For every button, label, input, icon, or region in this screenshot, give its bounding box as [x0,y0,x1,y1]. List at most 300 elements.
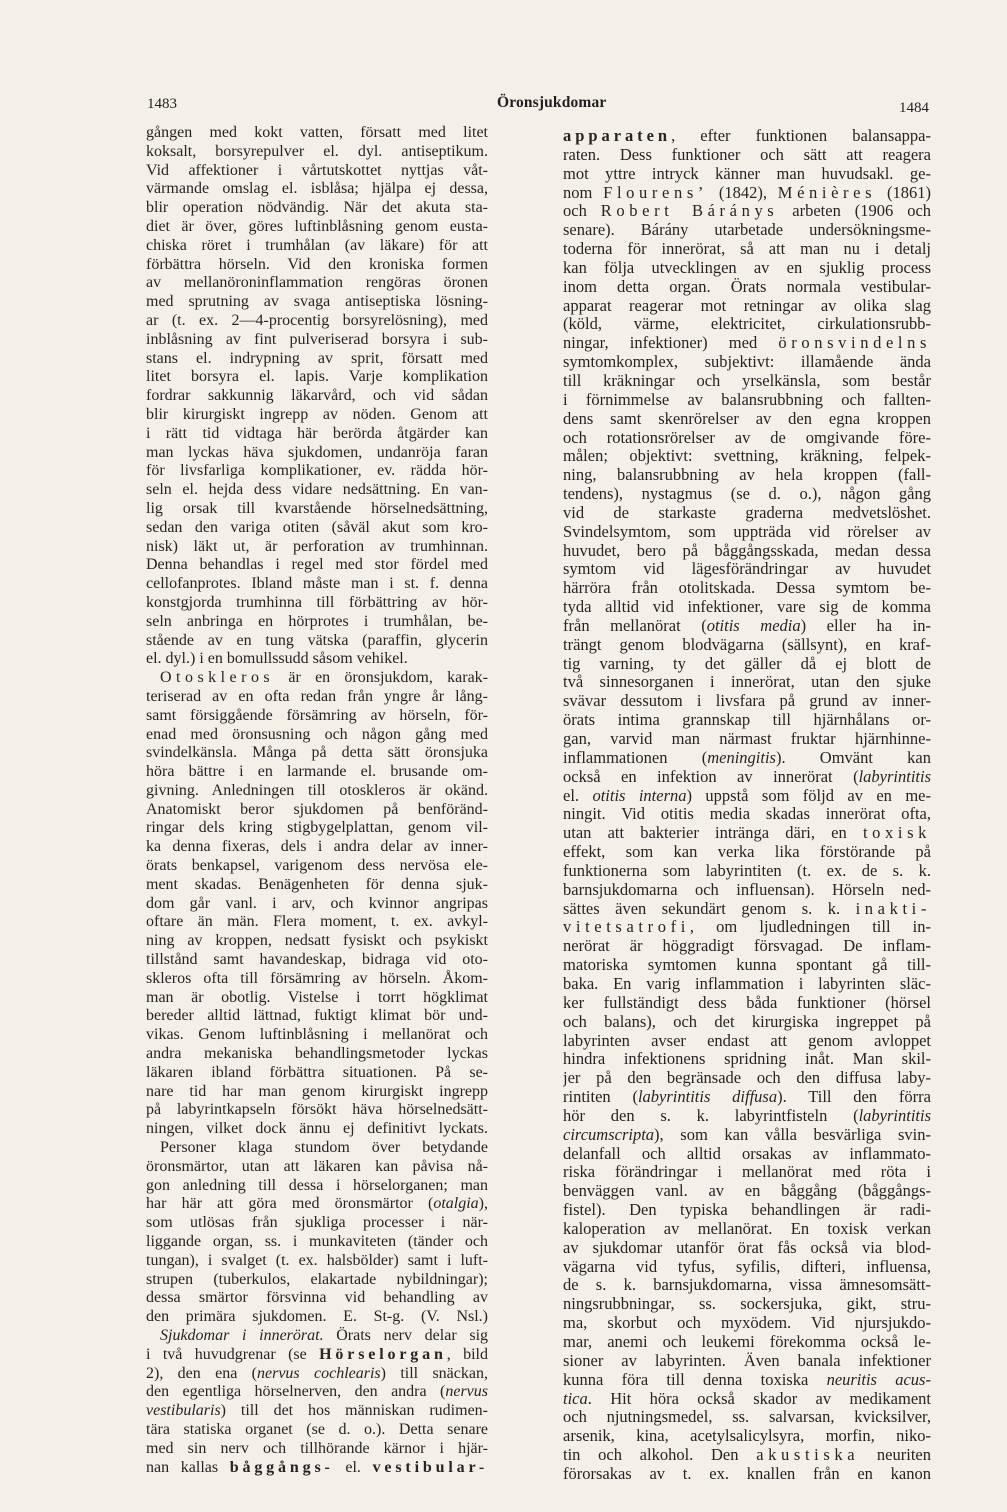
text-line [563,956,931,975]
text-run: inblåsning av fint pulveriserad borsyra i sub- [146,330,488,348]
text-line [563,1333,931,1352]
text-line [146,124,488,143]
text-line [146,594,488,613]
text-line [563,372,931,391]
text-line [563,1295,931,1314]
text-line [146,1383,488,1402]
text-run: riska förändringar i mellanörat med röta i [563,1162,931,1182]
text-run: ningsrubbningar, ss. sockersjuka, gikt, stru- [563,1294,931,1314]
text-run: öronsmärtor, utan att läkaren kan påvisa nå- [146,1157,488,1175]
text-run: , bild [446,1345,488,1363]
text-line [146,538,488,557]
text-line [563,1427,931,1446]
text-line [563,523,931,542]
text-run: mar, anemi och leukemi förekomma också le- [563,1332,931,1351]
text-line [146,1214,488,1233]
text-line [146,293,488,312]
text-line [563,1032,931,1051]
text-line [563,1163,931,1182]
text-line [146,669,488,688]
text-run: ), som kan vålla besvärliga svin- [654,1124,931,1144]
bold-spaced-term: båggångs- [229,1458,334,1476]
text-line [563,1182,931,1201]
text-run: dens samt skenrörelser av den egna kroppen [563,408,931,428]
text-line [563,1220,931,1239]
text-run: ningar, infektioner) med [563,333,779,353]
italic-term: labyrintitis diffusa [637,1087,778,1107]
text-line [563,768,931,787]
text-line [563,1258,931,1277]
text-line [563,485,931,504]
text-line [146,1064,488,1083]
text-run: ningit. Vid otitis media skadas innerörat ofta, [563,804,931,824]
italic-term: labyrintitis [858,766,931,786]
text-line [146,180,488,199]
text-line [146,143,488,162]
text-line [146,895,488,914]
text-line [563,560,931,579]
text-run: ringar dels kring stigbygelplattan, genom vil- [146,819,488,837]
text-run: den primära sjukdomen. E. St-g. (V. Nsl.) [146,1308,488,1326]
text-line [146,1101,488,1120]
text-run: kan följa utvecklingen av en sjuklig process [563,257,931,277]
text-run: tungan), i svalget (t. ex. halsbölder) samt i luft- [146,1251,488,1269]
spaced-term: Flourens’ [603,182,708,202]
text-line [563,278,931,297]
text-line [146,688,488,707]
text-line [563,429,931,448]
spaced-term: öronsvindelns [778,333,931,353]
text-line [563,1314,931,1333]
text-line [563,1069,931,1088]
text-run: ker fullständigt dess båda funktioner (hörsel [563,992,931,1012]
text-run: förbättra hörseln. Vid den kroniska formen [146,255,488,273]
text-run: rintiten ( [563,1087,638,1107]
text-run: örats benkapsel, varigenom dess nervösa ele- [146,857,488,875]
text-line [146,1120,488,1139]
text-run: senare). Bárány utarbetade undersökningsme- [563,220,931,240]
text-line [146,331,488,350]
text-run: (köld, värme, elektricitet, cirkulationsrubb- [563,314,931,334]
text-run: kaloperation av mellanörat. En toxisk verkan [563,1218,931,1238]
text-run: chiska röret i trumhålan (av läkare) för att [146,236,488,254]
text-line [563,862,931,881]
text-run: litet borsyra el. lapis. Varje komplikation [146,368,488,386]
spaced-term: toxisk [862,823,931,843]
italic-term: neuritis acus- [826,1369,931,1389]
spaced-term: vitetsatrofi [563,917,690,937]
text-run: värmande omslag el. isblåsa; hjälpa ej dessa, [146,180,488,198]
text-run: också en infektion av innerörat ( [563,766,859,786]
text-run: nare tid har man genom kirurgiskt ingrepp [146,1082,488,1100]
text-line [563,730,931,749]
text-run: ) uppstå som följd av en me- [686,785,931,805]
text-line [563,937,931,956]
text-run: blir operation nödvändig. När det akuta sta- [146,199,488,217]
text-run: liggande organ, ss. i munkaviteten (tänder och [146,1233,488,1251]
text-line [563,994,931,1013]
text-run: benväggen vanl. av en båggång (båggångs- [563,1181,931,1201]
text-run: gan, varvid man närmast fruktar hjärnhinne- [563,729,931,748]
text-line [146,162,488,181]
text-run: raten. Dess funktioner och sätt att reagera [563,144,931,164]
text-run: ment skadas. Benägenheten för denna sjuk- [146,875,488,893]
text-line [146,444,488,463]
text-run: läkaren ibland förbättra situationen. På se- [146,1063,488,1081]
text-line [146,256,488,275]
text-line [563,787,931,806]
text-line [563,749,931,768]
text-run: (1842), [708,182,778,202]
text-line [563,918,931,937]
text-run: tin och alkohol. Den [563,1445,757,1465]
bold-spaced-term: apparaten [563,127,672,145]
text-run: strupen (tuberkulos, elakartade nybildningar); [146,1270,488,1288]
text-run: är en öronsjukdom, karak- [274,669,488,687]
text-run: inom detta organ. Örats normala vestibular- [563,276,931,296]
text-run: inflammationen ( [563,747,708,767]
text-line [146,650,488,669]
text-run: effekt, som kan verka lika förstörande på [563,842,931,862]
text-line [563,184,931,203]
text-line [146,951,488,970]
text-line [563,391,931,410]
text-line [563,353,931,372]
text-run: Anatomiskt beror sjukdomen på benföränd- [146,800,488,818]
text-run: blir kirurgiskt ingrepp av nöden. Genom att [146,405,488,423]
text-line [563,1107,931,1126]
text-run: för livsfarliga komplikationer, ev. rädda hör- [146,462,488,480]
text-run: av sjukdomar utanför örat fås också via blod- [563,1237,931,1257]
text-run: hindra infektionens spridning inåt. Man skil- [563,1049,931,1069]
text-line [146,1308,488,1327]
text-run: vikas. Genom luftinblåsning i mellanörat och [146,1026,488,1044]
text-run: dom går vanl. i arv, och kvinnor angripas [146,894,488,912]
text-run: ). Till den förra [777,1087,931,1107]
text-run: med sin nerv och tillhörande kärnor i hjär- [146,1439,488,1457]
text-line [563,202,931,221]
text-run: målen; objektivt: svettning, kräkning, felpek- [563,446,931,466]
text-run: teriserad av en ofta redan från yngre år lång- [146,687,488,705]
italic-term: otalgia [433,1195,479,1213]
text-line [146,368,488,387]
text-run: sättes även sekundärt genom s. k. [563,898,856,918]
text-run: de s. k. barnsjukdomarna, vissa ämnesomsätt- [563,1275,931,1295]
text-run: fistel). Den typiska behandlingen är radi- [563,1200,931,1220]
text-line [563,1390,931,1409]
text-line [146,575,488,594]
text-line [146,1327,488,1346]
text-run: i förnimmelse av balansrubbning och fallten- [563,389,931,409]
text-line [563,1013,931,1032]
text-run: vägarna vid tyfus, syfilis, difteri, influensa, [563,1256,931,1276]
text-line [146,199,488,218]
text-line [146,989,488,1008]
text-line [146,801,488,820]
text-run: två sinnesorganen i innerörat, utan den sjuke [563,672,931,692]
text-run: man är obotlig. Vistelse i torrt högklimat [146,988,488,1006]
text-run: man lyckas häva sjukdomen, undanröja faran [146,443,488,461]
text-run: dessa smärtor försvinna vid behandling av [146,1289,488,1307]
text-run: stans el. indrypning av sprit, försatt med [146,349,488,367]
italic-term: Sjukdomar i innerörat. [160,1327,324,1344]
text-line [563,297,931,316]
text-run: el. [333,1458,373,1476]
text-run: jer på den begränsade och den diffusa laby- [563,1068,931,1088]
text-run: symtomkomplex, subjektivt: illamående ända [563,352,931,372]
text-run: symtom vid lägesförändringar av huvudet [563,559,931,579]
text-line [563,1050,931,1069]
text-run: seln el. hejda dess vidare nedsättning. En van- [146,481,488,499]
text-run: till kräkningar och yrselkänsla, som består [563,370,931,390]
text-line [146,1158,488,1177]
text-run: delanfall och alltid orsakas av inflammato- [563,1143,931,1163]
text-run: gången med kokt vatten, försatt med litet [146,124,488,141]
text-line [146,218,488,237]
text-line [146,1177,488,1196]
text-line [146,350,488,369]
text-run: bereder alltid lättnad, fuktigt klimat bör und- [146,1007,488,1025]
text-run: el. [563,785,593,805]
text-line [146,462,488,481]
italic-term: circumscripta [563,1124,655,1144]
spaced-term: inakti- [855,898,931,918]
text-run: på labyrintkapseln försökt häva hörselnedsätt- [146,1101,488,1119]
text-run: ) till det hos människan rudimen- [220,1402,488,1420]
text-run: el. dyl.) i en bomullssudd såsom vehikel. [146,650,408,668]
text-run: hör den s. k. labyrintfisteln ( [563,1105,859,1125]
text-line [146,500,488,519]
text-line [146,1083,488,1102]
text-line [146,1139,488,1158]
text-line [563,1088,931,1107]
text-run: nom [563,182,604,202]
text-run: Denna behandlas i regel med stor fördel med [146,556,488,574]
italic-term: nervus cochlearis [257,1364,381,1382]
text-line [146,481,488,500]
spaced-term: Otoskleros [160,669,275,687]
text-run: i två huvudgrenar (se [146,1345,320,1363]
text-line [563,655,931,674]
text-run: ) eller ha in- [800,615,931,635]
text-line [563,127,931,146]
text-run: av mellanöroninflammation rengöras öronen [146,274,488,292]
text-line [146,1007,488,1026]
text-run: örats intima grannskap till hjärnhålans or- [563,710,931,730]
text-run: samt försiggående försämring av hörseln, för- [146,706,488,724]
text-run: och rotationsrörelser av de omgivande före- [563,427,931,447]
text-line [563,579,931,598]
text-run: , efter funktionen balansappa- [671,127,931,145]
text-run: funktionerna som labyrintiten (t. ex. de s. k. [563,860,931,880]
text-line [146,744,488,763]
text-line [563,447,931,466]
text-run: neuriten [859,1445,931,1465]
text-line [563,900,931,919]
text-run: tyda alltid vid infektioner, vare sig de komma [563,597,931,617]
text-line [563,240,931,259]
text-line [146,782,488,801]
text-line [146,1440,488,1459]
text-line [146,387,488,406]
text-line [563,617,931,636]
text-run: oftare än män. Flera moment, t. ex. avkyl- [146,913,488,931]
text-line [146,1289,488,1308]
text-run: konstgjorda trumhinna till förbättring av hör- [146,593,488,611]
text-run: mot yttre intryck känner man huvudsakl. ge- [563,163,931,183]
text-run: utan att bakterier intränga däri, en [563,823,863,843]
text-line [563,1239,931,1258]
text-run: tig varning, ty det gäller då ej blott de [563,653,931,673]
text-line [146,274,488,293]
text-line [563,410,931,429]
text-run: skleros ofta till försämring av hörseln. Åkom- [146,969,488,987]
text-line [146,237,488,256]
text-line [563,881,931,900]
text-line [563,711,931,730]
text-run: svindelkänsla. Många på detta sätt öronsjuka [146,744,488,762]
text-run: trängt genom blodvägarna (sällsynt), en kraf- [563,634,931,654]
text-line [146,838,488,857]
text-run: . Hit höra också skador av medikament [587,1388,931,1408]
text-run: ). Omvänt kan [775,747,931,767]
page-number-right: 1484 [899,100,929,116]
text-run: apparat reagerar mot retningar av olika slag [563,295,931,315]
text-line [563,1201,931,1220]
text-run: som utlösas från sjukliga processer i när- [146,1214,488,1232]
text-line [563,221,931,240]
text-line [563,1145,931,1164]
text-line [563,1408,931,1427]
italic-term: labyrintitis [858,1105,931,1125]
text-run: enad med öronsusning och någon gång med [146,725,488,743]
text-run: 2), den ena ( [146,1364,257,1382]
text-run: fordrar sakkunnig läkarvård, och vid sådan [146,387,488,405]
text-run: den egentliga hörselnerven, den andra ( [146,1383,446,1401]
text-run: sioner av labyrinten. Även banala infektioner [563,1350,931,1370]
text-line [146,1271,488,1290]
text-run: seln anbringa en hörprotes i trumhålan, be- [146,612,488,630]
text-run: ), [478,1195,488,1213]
text-line [146,1026,488,1045]
text-run: cellofanprotes. Ibland måste man i st. f. denna [146,575,488,593]
left-text-column [146,124,488,1477]
text-run: ningen, vilket dock ännu ej definitivt lyckats. [146,1120,488,1138]
text-line [146,1252,488,1271]
text-line [146,726,488,745]
text-line [563,466,931,485]
text-line [563,165,931,184]
text-line [563,315,931,334]
text-run: härröra från otolitskada. Dessa symtom be- [563,578,931,598]
italic-term: otitis interna [592,785,687,805]
text-line [563,334,931,353]
text-run: (1861) [876,182,931,202]
text-run: toderna för innerörat, så att man nu i detalj [563,239,931,259]
text-run: koksalt, borsyrepulver el. dyl. antiseptikum. [146,142,488,160]
spaced-term: Ménières [777,182,877,202]
text-line [563,146,931,165]
text-line [563,636,931,655]
text-line [563,673,931,692]
text-run: kunna föra till denna toxiska [563,1369,827,1389]
text-line [563,843,931,862]
text-run: labyrinten avser endast att genom avloppet [563,1030,931,1050]
text-run: lig orsak till kvarstående hörselnedsättning, [146,499,488,517]
italic-term: nervus [445,1383,488,1401]
text-line [146,970,488,989]
text-line [563,805,931,824]
text-run: arbeten (1906 och [778,201,931,221]
text-line [563,1371,931,1390]
text-line [563,1446,931,1465]
bold-spaced-term: vestibular- [372,1458,488,1476]
text-line [563,975,931,994]
text-run: ) till snäckan, [380,1364,488,1382]
text-run: matoriska symtomen kunna spontant gå till- [563,955,931,975]
spaced-term: Robert Báránys [600,201,779,221]
text-run: ar (t. ex. 2—4-procentig borsyrelösning), med [146,311,488,329]
text-run: höra bättre i en larmande el. brusande om- [146,763,488,781]
text-line [146,1346,488,1365]
text-run: har här att göra med öronsmärtor ( [146,1195,434,1213]
text-run: tillstånd samt havandeskap, bidraga vid oto- [146,951,488,969]
text-run: Vid affektioner i vårtutskottet nyttjas våt- [146,161,488,179]
text-line [146,613,488,632]
text-run: från mellanörat ( [563,615,707,635]
text-run: tära statiska organet (se d. o.). Detta senare [146,1420,488,1438]
text-line [563,1276,931,1295]
text-line [146,763,488,782]
text-line [563,692,931,711]
text-line [563,504,931,523]
text-line [563,1465,931,1484]
text-run: och [563,201,601,221]
text-run: ma, skorbut och myxödem. Vid njursjukdo- [563,1313,931,1333]
text-line [146,857,488,876]
text-line [146,1233,488,1252]
text-run: nerörat är höggradigt försvagad. De inflam- [563,936,931,956]
text-run: huvudet, bero på båggångsskada, medan dessa [563,540,931,560]
text-run: andra mekaniska behandlingsmetoder lyckas [146,1045,488,1063]
italic-term: vestibularis [146,1402,221,1420]
text-run: , om ljudledningen till in- [689,917,931,937]
text-run: vid de starkaste graderna medvetslöshet. [563,502,931,522]
text-run: givning. Anledningen till otoskleros är okänd. [146,781,488,799]
text-run: i rätt tid vidtaga här berörda åtgärder kan [146,424,488,442]
text-run: Personer klaga stundom över betydande [160,1139,488,1157]
text-line [146,312,488,331]
text-run: arsenik, kina, acetylsalicylsyra, morfin, niko- [563,1426,931,1446]
italic-term: meningitis [707,747,776,767]
text-run: nan kallas [146,1458,230,1476]
text-run: med sprutning av svaga antiseptiska lösning- [146,293,488,311]
text-line [146,632,488,651]
text-line [146,1459,488,1478]
text-line [563,542,931,561]
text-run: stående av en tung vätska (paraffin, glycerin [146,631,488,649]
text-line [146,556,488,575]
text-run: ning, balansrubbning av hela kroppen (fall- [563,465,931,485]
text-line [146,1365,488,1384]
text-run: barnsjukdomarna och influensan). Hörseln ned- [563,879,931,899]
text-run: och njutningsmedel, ss. salvarsan, kvicksilver, [563,1407,931,1427]
text-line [146,913,488,932]
text-run: svävar dessutom i livsfara på grund av inner- [563,691,931,711]
page-number-left: 1483 [147,96,177,112]
italic-term: otitis media [706,615,801,635]
text-line [146,1402,488,1421]
